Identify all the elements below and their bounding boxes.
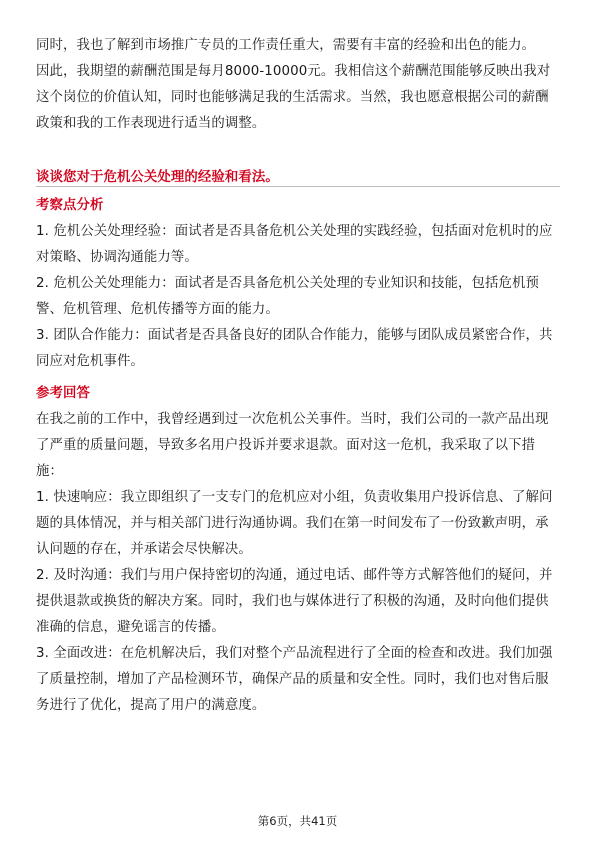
analysis-item-3: 3. 团队合作能力：面试者是否具备良好的团队合作能力，能够与团队成员紧密合作，共同应对危机事件。 (36, 328, 553, 369)
answer-item-1: 1. 快速响应：我立即组织了一支专门的危机应对小组，负责收集用户投诉信息、了解问题的具体情况，并与相关部门进行沟通协调。我们在第一时间发布了一份致歉声明，承认问题的存在，并承诺会尽快解决。 (36, 490, 553, 557)
answer-intro: 在我之前的工作中，我曾经遇到过一次危机公关事件。当时，我们公司的一款产品出现了严重的质量问题，导致多名用户投诉并要求退款。面对这一危机，我采取了以下措施： (36, 412, 549, 479)
answer-item-2: 2. 及时沟通：我们与用户保持密切的沟通，通过电话、邮件等方式解答他们的疑问，并提供退款或换货的解决方案。同时，我们也与媒体进行了积极的沟通，及时向他们提供准确的信息，避免谣言的传播。 (36, 568, 553, 635)
analysis-item-2: 2. 危机公关处理能力：面试者是否具备危机公关处理的专业知识和技能，包括危机预警、危机管理、危机传播等方面的能力。 (36, 276, 539, 317)
page-number: 第6页，共41页 (257, 814, 338, 828)
section-divider (36, 186, 560, 187)
analysis-heading: 考察点分析 (36, 198, 104, 213)
answer-heading: 参考回答 (36, 386, 90, 401)
intro-paragraph-2: 因此，我期望的薪酬范围是每月8000-10000元。我相信这个薪酬范围能够反映出我对这个岗位的价值认知，同时也能够满足我的生活需求。当然，我也愿意根据公司的薪酬政策和我的工作表现进行适当的调整。 (36, 64, 551, 131)
question-title: 谈谈您对于危机公关处理的经验和看法。 (36, 170, 279, 185)
page-content (36, 0, 560, 719)
answer-item-3: 3. 全面改进：在危机解决后，我们对整个产品流程进行了全面的检查和改进。我们加强了质量控制，增加了产品检测环节，确保产品的质量和安全性。同时，我们也对售后服务进行了优化，提高了用户的满意度。 (36, 646, 553, 713)
analysis-item-1: 1. 危机公关处理经验：面试者是否具备危机公关处理的实践经验，包括面对危机时的应对策略、协调沟通能力等。 (36, 224, 553, 265)
intro-paragraph-1: 同时，我也了解到市场推广专员的工作责任重大，需要有丰富的经验和出色的能力。 (36, 38, 536, 53)
